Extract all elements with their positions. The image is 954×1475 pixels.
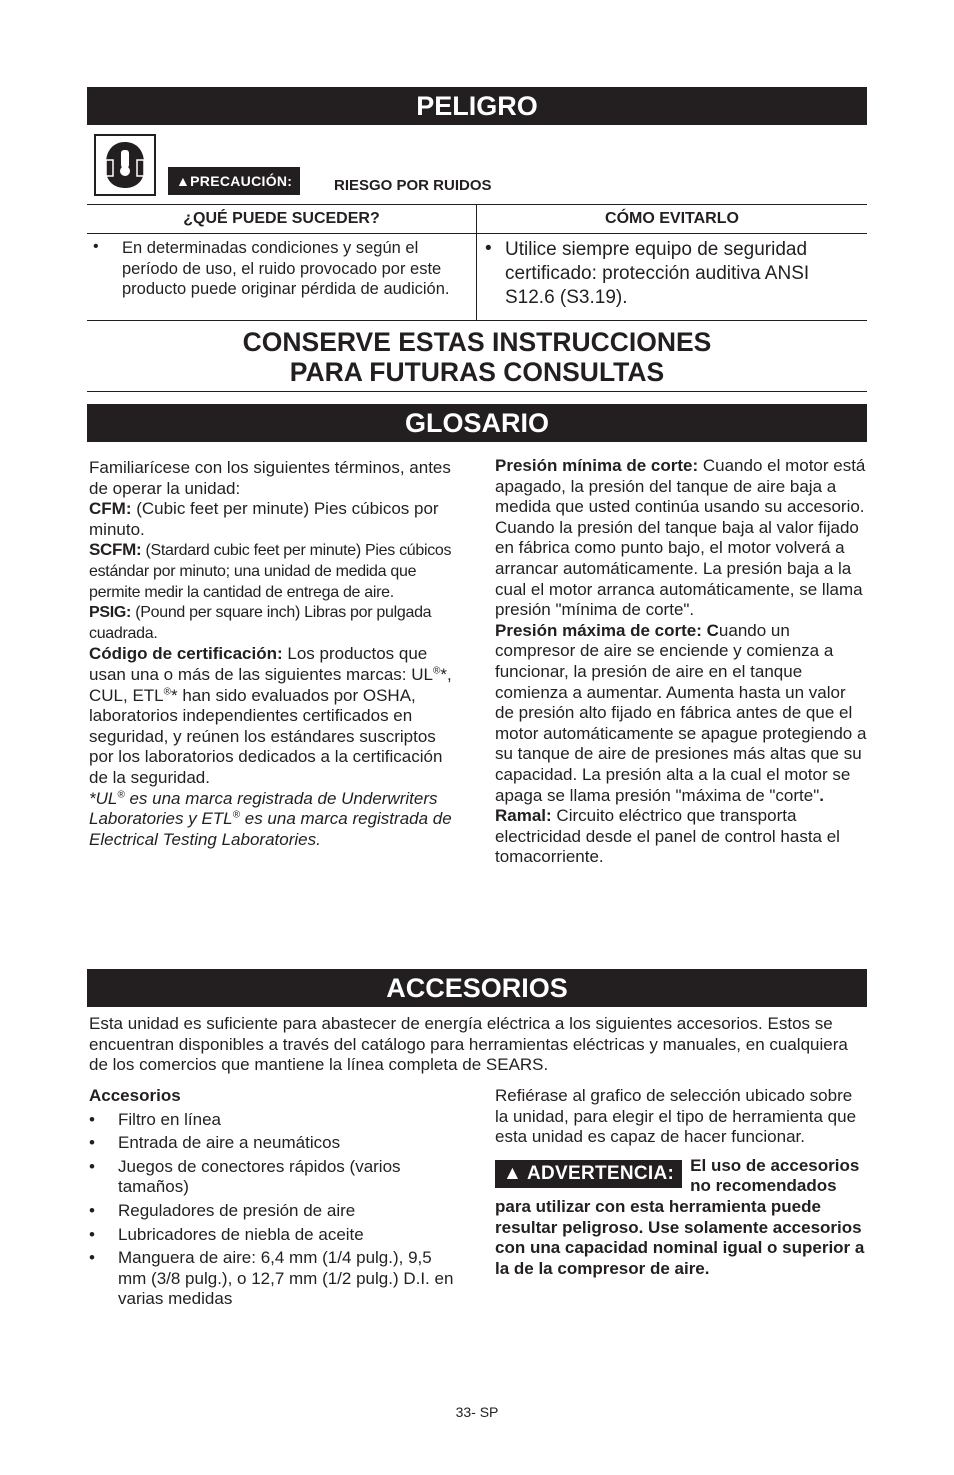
hazard-left-text: En determinadas condiciones y según el período de uso, el ruido provocado por este producto puede originar pérdida de audición. (122, 239, 450, 298)
registered-mark: ® (232, 809, 241, 821)
peligro-title: PELIGRO (416, 91, 538, 121)
hearing-protection-icon (94, 134, 156, 196)
list-item-text: Filtro en línea (118, 1109, 221, 1129)
definition: uando un compresor de aire se enciende y comienza a funcionar, la presión de aire en el tanque comienza a aumentar. Aumenta hasta un valor de presión alto fijado en fábrica antes de que el motor automáticamente se apague protegiendo a su tanque de aire de presiones más altas que su capacidad. La presión alta a la cual el motor se apaga se llama presión "máxima de "corte" (495, 620, 867, 805)
glosario-title: GLOSARIO (404, 408, 549, 438)
glossary-ramal (495, 806, 867, 868)
bullet: • (89, 1248, 95, 1268)
refer-text: Refiérase al grafico de selección ubicado sobre la unidad, para elegir el tipo de herramienta que esta unidad es capaz de hacer funcionar. (495, 1086, 857, 1147)
warning-triangle-icon: ▲ (503, 1162, 527, 1184)
list-item-text: Manguera de aire: 6,4 mm (1/4 pulg.), 9,5 mm (3/8 pulg.), o 12,7 mm (1/2 pulg.) D.I. en varias medidas (118, 1248, 454, 1309)
term: Ramal: (495, 806, 552, 826)
list-item (89, 1110, 459, 1131)
bullet: • (93, 238, 99, 255)
glossary-scfm (89, 540, 461, 603)
col-header-how-to-avoid: CÓMO EVITARLO (477, 205, 868, 234)
bullet: • (89, 1224, 95, 1244)
registered-mark: ® (432, 665, 441, 677)
term: CFM: (89, 499, 132, 519)
bullet: • (89, 1133, 95, 1153)
accessories-right-column (495, 1086, 867, 1279)
glosario-heading-bar (87, 404, 867, 442)
note-text: es una marca registrada de Underwriters Laboratories y ETL (89, 788, 438, 829)
divider (87, 391, 867, 392)
hazard-right-text: Utilice siempre equipo de seguridad certificado: protección auditiva ANSI S12.6 (S3.19). (505, 239, 810, 308)
warning-triangle-icon: ▲ (176, 173, 191, 189)
definition-end: . (819, 785, 824, 805)
list-item-text: Lubricadores de niebla de aceite (118, 1224, 364, 1244)
term: Presión mínima de corte: (495, 456, 699, 475)
bullet: • (89, 1156, 95, 1176)
definition: (Pound per square inch) Libras por pulgada cuadrada. (89, 604, 432, 642)
accessories-list-heading: Accesorios (89, 1086, 181, 1105)
glossary-trademark-note (89, 789, 461, 851)
definition: (Cubic feet per minute) Pies cúbicos por minuto. (89, 499, 439, 539)
list-item-text: Reguladores de presión de aire (118, 1200, 356, 1220)
riesgo-title: RIESGO POR RUIDOS (334, 177, 492, 194)
registered-mark: ® (117, 788, 125, 800)
glossary-right-column (495, 456, 867, 868)
accessories-list-column (89, 1086, 459, 1313)
precaucion-label (168, 167, 300, 195)
glossary-min-pressure (495, 456, 867, 621)
definition: (Stardard cubic feet per minute) Pies cúbicos estándar por minuto; una unidad de medida que permite medir la cantidad de entrega de aire. (89, 542, 452, 601)
glossary-left-column (89, 458, 461, 850)
glossary-intro: Familiarícese con los siguientes términos, antes de operar la unidad: (89, 458, 451, 498)
peligro-heading-bar (87, 87, 867, 125)
accesorios-title: ACCESORIOS (386, 973, 568, 1003)
term: SCFM: (89, 540, 142, 560)
definition: Cuando el motor está apagado, la presión del tanque de aire baja a medida que usted continúa usando su accesorio. Cuando la presión del tanque baja al valor fijado en fábrica como punto bajo, el motor volverá a arrancar automáticamente. La presión baja a la cual el motor arranca automáticamente, se llama presión "mínima de corte". (495, 456, 866, 620)
conserve-line-2: PARA FUTURAS CONSULTAS (289, 357, 665, 387)
definition: Los productos que usan una o más de las siguientes marcas: UL (89, 644, 433, 684)
note-text: es una marca registrada de Electrical Testing Laboratories. (89, 809, 452, 849)
term: Presión máxima de corte: C (495, 620, 719, 640)
definition: Circuito eléctrico que transporta electricidad desde el panel de control hasta el tomacorriente. (495, 806, 840, 867)
col-header-what-can-happen: ¿QUÉ PUEDE SUCEDER? (87, 205, 477, 234)
definition: * han sido evaluados por OSHA, laboratorios independientes certificados en seguridad, y reúnen los estándares suscriptos por los laboratorios dedicados a la certificación de la seguridad. (89, 685, 443, 787)
list-item (89, 1157, 459, 1198)
conserve-heading (87, 327, 867, 387)
glossary-max-pressure (495, 621, 867, 806)
list-item-text: Juegos de conectores rápidos (varios tamaños) (118, 1156, 401, 1197)
list-item (89, 1201, 459, 1222)
bullet: • (89, 1200, 95, 1220)
advertencia-label (495, 1160, 682, 1188)
registered-mark: ® (163, 685, 172, 697)
hazard-table (87, 204, 867, 321)
hazard-cell-right (477, 234, 868, 321)
conserve-line-1: CONSERVE ESTAS INSTRUCCIONES (242, 327, 712, 357)
hazard-cell-left (87, 234, 477, 321)
bullet: • (485, 238, 492, 259)
accesorios-heading-bar (87, 969, 867, 1007)
glossary-psig (89, 603, 461, 644)
accesorios-intro: Esta unidad es suficiente para abastecer de energía eléctrica a los siguientes accesorios. Estos se encuentran disponibles a través del catálogo para herramientas eléctricas y manuales, en cualquiera de los comercios que mantiene la línea completa de SEARS. (89, 1014, 848, 1075)
warning-text: El uso de accesorios no recomendados para utilizar con esta herramienta puede resultar peligroso. Use solamente accesorios con una capacidad nominal igual o superior a la de la compresor de aire. (495, 1155, 865, 1278)
term: PSIG: (89, 604, 132, 622)
note-text: *UL (89, 788, 118, 808)
glossary-cert (89, 644, 461, 788)
page-number: 33- SP (455, 1404, 499, 1420)
definition: *, CUL, ETL (89, 664, 452, 705)
bullet: • (89, 1109, 95, 1129)
glossary-cfm (89, 499, 461, 540)
list-item (89, 1225, 459, 1246)
advertencia-text: ADVERTENCIA: (526, 1162, 675, 1184)
term: Código de certificación: (89, 644, 283, 664)
list-item-text: Entrada de aire a neumáticos (118, 1133, 341, 1153)
list-item (89, 1133, 459, 1154)
list-item (89, 1248, 459, 1310)
precaucion-text: PRECAUCIÓN: (190, 173, 293, 189)
